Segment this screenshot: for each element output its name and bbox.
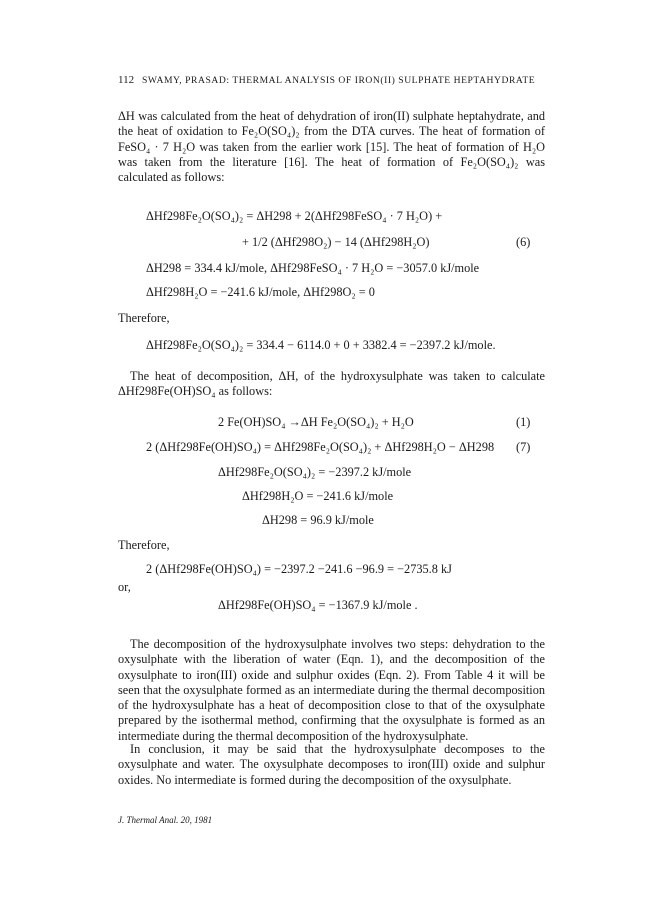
paragraph-3: The decomposition of the hydroxysulphate involves two steps: dehydration to the oxysulphate with the liberation of water (Eqn. 1), and the decomposition of the oxysulphate to iron(III) oxide and sulphur oxides (Eqn. 2). From Table 4 it will be seen that the oxysulphate formed as an intermediate during the thermal decomposition of the hydroxysulphate has a heat of decomposition close to that of the oxysulphate prepared by the isothermal method, confirming that the oxysulphate is formed as an intermediate during the thermal decomposition of the hydroxysulphate.: [118, 637, 545, 743]
value-fe2o-so4: ΔHf298Fe₂O(SO₄)₂ = −2397.2 kJ/mole: [218, 465, 412, 479]
equation-number-7: (7): [516, 440, 531, 454]
equation-1: 2 Fe(OH)SO₄ →ΔH Fe₂O(SO₄)₂ + H₂O: [218, 415, 414, 429]
equation-6-line-1: ΔHf298Fe₂O(SO₄)₂ = ΔH298 + 2(ΔHf298FeSO₄ · 7 H₂O) +: [146, 209, 443, 223]
running-header: [118, 74, 535, 86]
or-label: or,: [118, 580, 131, 594]
result-equation-2b: ΔHf298Fe(OH)SO₄ = −1367.9 kJ/mole .: [218, 598, 418, 612]
value-dh298: ΔH298 = 96.9 kJ/mole: [262, 513, 374, 527]
page-number: 112: [118, 74, 135, 86]
journal-footer: J. Thermal Anal. 20, 1981: [118, 815, 213, 825]
equation-number-1: (1): [516, 415, 531, 429]
equation-7: 2 (ΔHf298Fe(OH)SO₄) = ΔHf298Fe₂O(SO₄)₂ + ΔHf298H₂O − ΔH298: [146, 440, 495, 454]
result-equation-2a: 2 (ΔHf298Fe(OH)SO₄) = −2397.2 −241.6 −96.9 = −2735.8 kJ: [146, 562, 452, 576]
therefore-label-1: Therefore,: [118, 311, 170, 325]
paragraph-4: In conclusion, it may be said that the hydroxysulphate decomposes to the oxysulphate and water. The oxysulphate decomposes to iron(III) oxide and sulphur oxides. No intermediate is formed during the decomposition of the oxysulphate.: [118, 742, 545, 787]
equation-number-6: (6): [516, 235, 531, 249]
result-equation-1: ΔHf298Fe₂O(SO₄)₂ = 334.4 − 6114.0 + 0 + 3382.4 = −2397.2 kJ/mole.: [146, 338, 496, 352]
value-h2o: ΔHf298H₂O = −241.6 kJ/mole: [242, 489, 394, 503]
given-values-line-1: ΔH298 = 334.4 kJ/mole, ΔHf298FeSO₄ · 7 H₂O = −3057.0 kJ/mole: [146, 261, 480, 275]
therefore-label-2: Therefore,: [118, 538, 170, 552]
paragraph-2: The heat of decomposition, ΔH, of the hydroxysulphate was taken to calculate ΔHf298Fe(OH)SO₄ as follows:: [118, 369, 545, 399]
given-values-line-2: ΔHf298H₂O = −241.6 kJ/mole, ΔHf298O₂ = 0: [146, 285, 375, 299]
running-title: SWAMY, PRASAD: THERMAL ANALYSIS OF IRON(II) SULPHATE HEPTAHYDRATE: [142, 75, 536, 86]
equation-6-line-2: + 1/2 (ΔHf298O₂) − 14 (ΔHf298H₂O): [242, 235, 430, 249]
paragraph-1: ΔH was calculated from the heat of dehydration of iron(II) sulphate heptahydrate, and the heat of oxidation to Fe₂O(SO₄)₂ from the DTA curves. The heat of formation of FeSO₄ · 7 H₂O was taken from the earlier work [15]. The heat of formation of H₂O was taken from the literature [16]. The heat of formation of Fe₂O(SO₄)₂ was calculated as follows:: [118, 109, 545, 185]
